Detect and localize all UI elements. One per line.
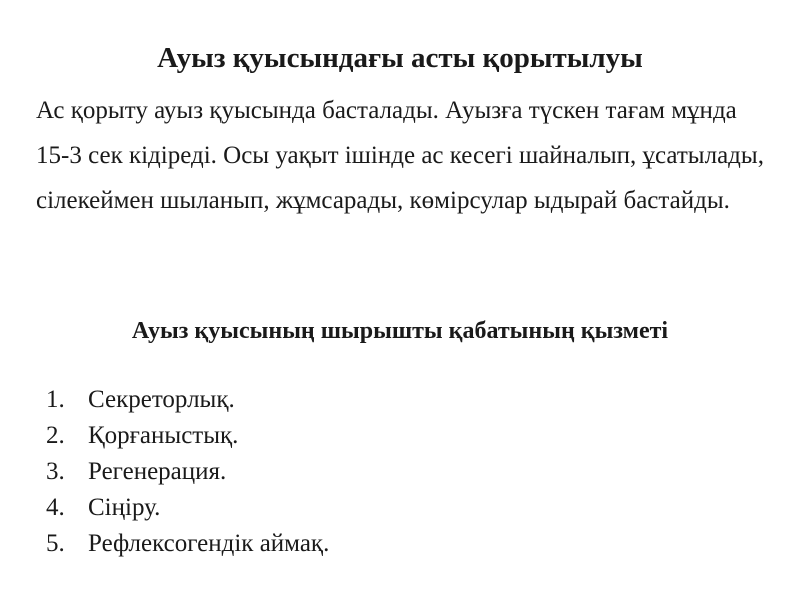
- list-item-text: Рефлексогендік аймақ.: [88, 530, 330, 557]
- section-subtitle: Ауыз қуысының шырышты қабатының қызметі: [131, 318, 669, 344]
- list-item: [46, 418, 746, 454]
- intro-paragraph: Ас қорыту ауыз қуысында басталады. Ауызға түскен тағам мұнда 15-3 сек кідіреді. Осы уақыт ішінде ас кесегі шайналып, ұсатылады, сілекеймен шыланып, жұмсарады, көмірсулар ыдырай бастайды.: [36, 97, 764, 214]
- list-item: [46, 490, 746, 526]
- list-item: [46, 454, 746, 490]
- list-item: [46, 382, 746, 418]
- list-item-text: Секреторлық.: [88, 386, 235, 413]
- slide-title: Ауыз қуысындағы асты қорытылуы: [157, 42, 643, 74]
- list-item-text: Сіңіру.: [88, 494, 161, 521]
- list-item-text: Регенерация.: [88, 458, 227, 485]
- list-item-number: 4.: [46, 494, 65, 521]
- list-item-text: Қорғаныстық.: [88, 422, 239, 449]
- list-item-number: 5.: [46, 530, 65, 557]
- function-list: [46, 382, 746, 562]
- list-item-number: 2.: [46, 422, 65, 449]
- list-item: [46, 526, 746, 562]
- list-item-number: 1.: [46, 386, 65, 413]
- list-item-number: 3.: [46, 458, 65, 485]
